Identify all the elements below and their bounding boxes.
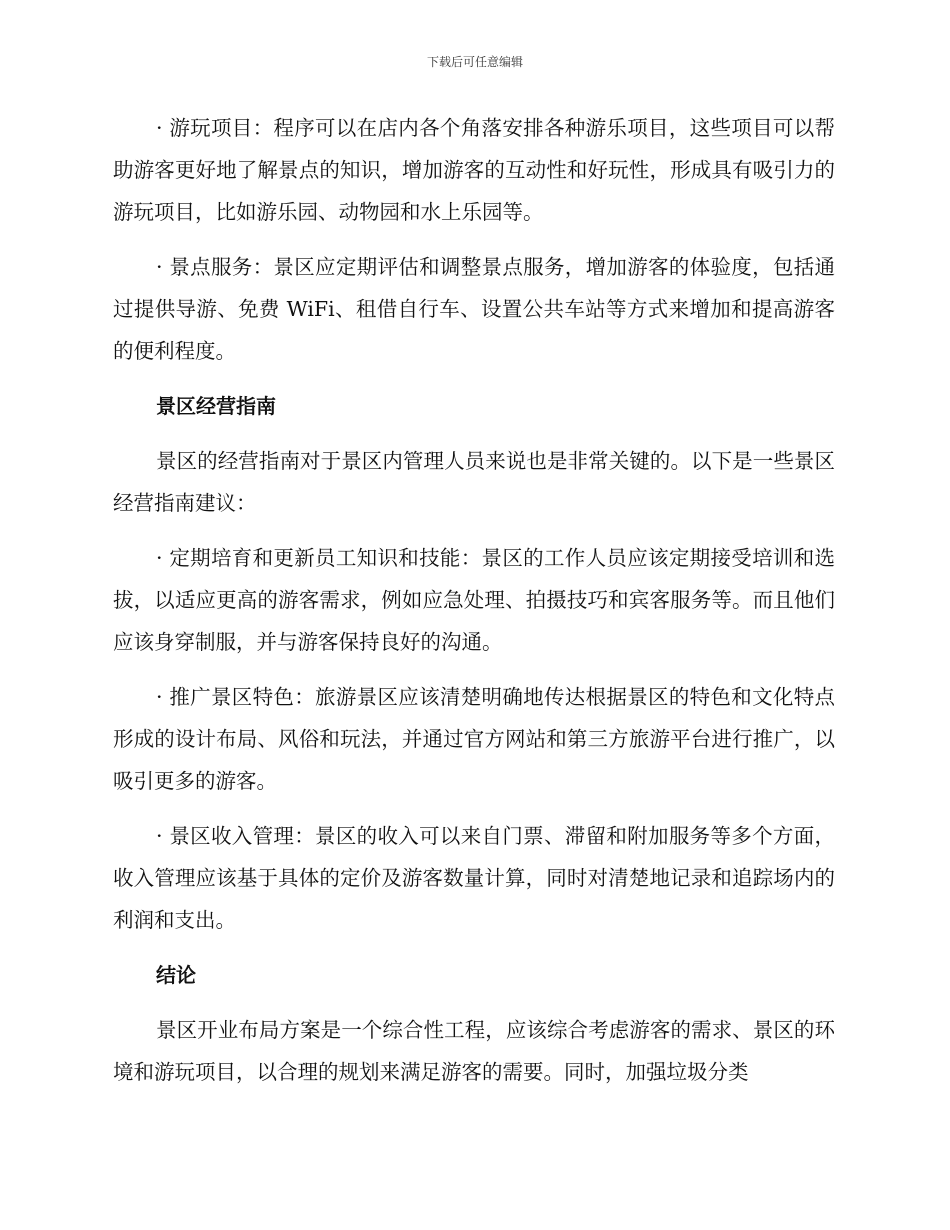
paragraph-promote-features: · 推广景区特色：旅游景区应该清楚明确地传达根据景区的特色和文化特点形成的设计布局、风俗和玩法，并通过官方网站和第三方旅游平台进行推广，以吸引更多的游客。 [113,685,835,793]
paragraph-revenue-management: · 景区收入管理：景区的收入可以来自门票、滞留和附加服务等多个方面，收入管理应该基于具体的定价及游客数量计算，同时对清楚地记录和追踪场内的利润和支出。 [113,824,835,932]
section-heading-conclusion: 结论 [156,963,196,987]
paragraph-staff-training: · 定期培育和更新员工知识和技能：景区的工作人员应该定期接受培训和选拔，以适应更高的游客需求，例如应急处理、拍摄技巧和宾客服务等。而且他们应该身穿制服，并与游客保持良好的沟通。 [113,546,835,654]
document-body [113,107,835,1093]
paragraph-entertainment-items: · 游玩项目：程序可以在店内各个角落安排各种游乐项目，这些项目可以帮助游客更好地了解景点的知识，增加游客的互动性和好玩性，形成具有吸引力的游玩项目，比如游乐园、动物园和水上乐园等。 [113,116,835,224]
paragraph-scenic-services: · 景点服务：景区应定期评估和调整景点服务，增加游客的体验度，包括通过提供导游、免费 WiFi、租借自行车、设置公共车站等方式来增加和提高游客的便利程度。 [113,255,835,363]
page-header-note: 下载后可任意编辑 [426,55,523,69]
paragraph-conclusion: 景区开业布局方案是一个综合性工程，应该综合考虑游客的需求、景区的环境和游玩项目，以合理的规划来满足游客的需要。同时，加强垃圾分类 [113,1018,835,1084]
paragraph-operations-intro: 景区的经营指南对于景区内管理人员来说也是非常关键的。以下是一些景区经营指南建议： [113,449,835,515]
section-heading-operations-guide: 景区经营指南 [156,394,276,418]
